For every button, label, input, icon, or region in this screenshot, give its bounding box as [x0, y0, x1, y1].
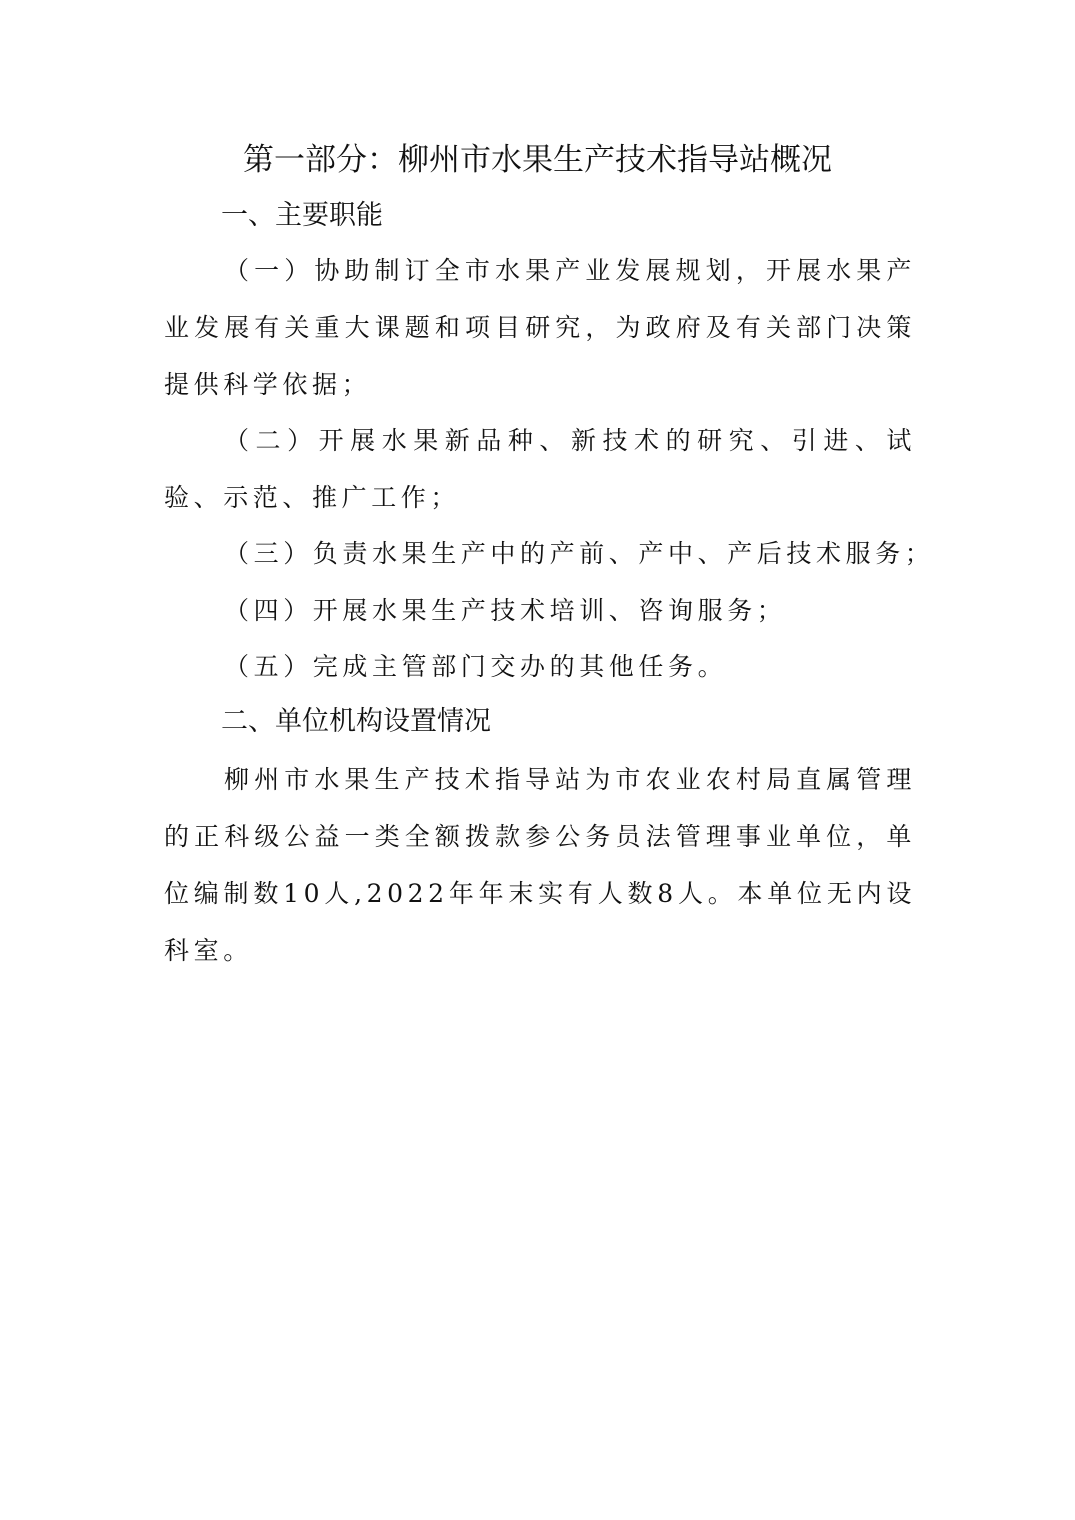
function-item-4: （四）开展水果生产技术培训、咨询服务；	[224, 596, 787, 625]
section-heading-organization: 二、单位机构设置情况	[221, 706, 491, 737]
page-title: 第一部分：柳州市水果生产技术指导站概况	[243, 142, 832, 178]
section-heading-main-functions: 一、主要职能	[221, 200, 383, 231]
function-item-5: （五）完成主管部门交办的其他任务。	[224, 652, 728, 681]
function-item-2: （二）开展水果新品种、新技术的研究、引进、试验、示范、推广工作；	[164, 426, 916, 512]
function-item-1: （一）协助制订全市水果产业发展规划，开展水果产业发展有关重大课题和项目研究，为政府及有关部门决策提供科学依据；	[164, 256, 916, 399]
function-item-3: （三）负责水果生产中的产前、产中、产后技术服务；	[224, 539, 935, 568]
organization-paragraph: 柳州市水果生产技术指导站为市农业农村局直属管理的正科级公益一类全额拨款参公务员法管理事业单位，单位编制数10人,2022年年末实有人数8人。本单位无内设科室。	[164, 765, 916, 965]
